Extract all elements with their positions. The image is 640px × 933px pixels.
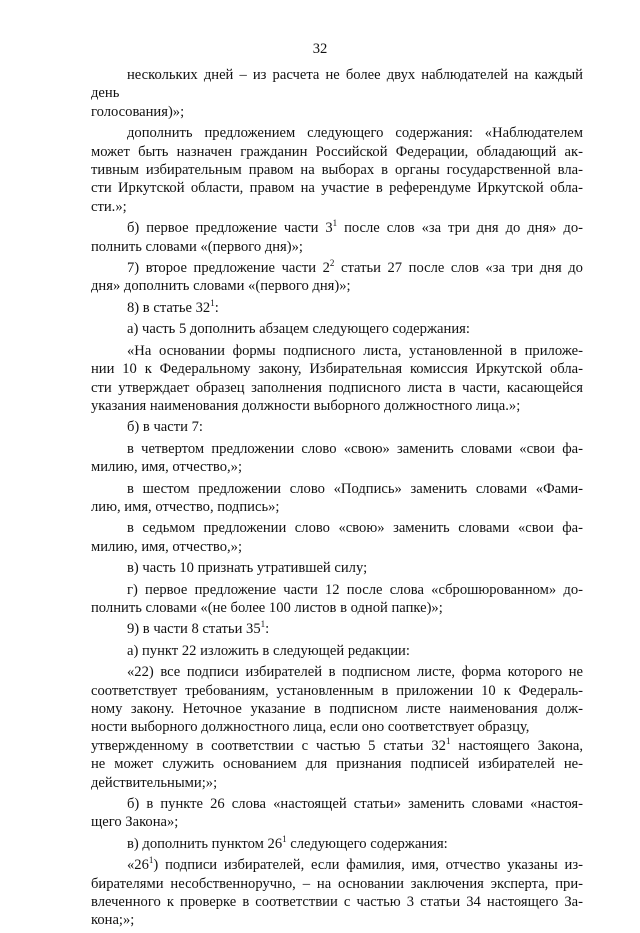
paragraph	[91, 440, 583, 477]
superscript-number: 2	[329, 258, 335, 269]
paragraph	[91, 581, 583, 618]
text-line: дополнить предложением следующего содержания: «Наблюдателем	[127, 125, 583, 142]
line-text: 9) в части 8 статьи 35	[127, 621, 261, 638]
paragraph	[91, 737, 583, 755]
text-line: г) первое предложение части 12 после слова «сброшюрованном» до-	[127, 581, 583, 598]
text-line: милию, имя, отчество,»;	[91, 459, 242, 476]
paragraph	[91, 480, 583, 517]
text-line: а) пункт 22 изложить в следующей редакции:	[127, 642, 410, 659]
text-line: б) в пункте 26 слова «настоящей статьи» заменить словами «настоя-	[127, 796, 583, 813]
text-line: сти утверждает образец заполнения подписного листа в части, касающейся	[91, 379, 583, 396]
text-line: влеченного к проверке в соответствии с частью 3 статьи 34 настоящего За-	[91, 894, 583, 911]
line-text: ) подписи избирателей, если фамилия, имя, отчество указаны из-	[153, 857, 583, 874]
superscript-number: 1	[148, 855, 154, 866]
line-text: в) дополнить пунктом 26	[127, 835, 283, 852]
paragraph	[91, 856, 583, 874]
text-line	[91, 620, 583, 638]
paragraph	[91, 124, 583, 216]
paragraph	[91, 663, 583, 737]
text-line: сти.»;	[91, 198, 127, 215]
line-text: настоящего Закона,	[450, 737, 584, 754]
text-line: полнить словами «(первого дня)»;	[91, 238, 303, 255]
text-line: действительными;»;	[91, 774, 218, 791]
text-line: а) часть 5 дополнить абзацем следующего содержания:	[127, 321, 470, 338]
text-line: нии 10 к Федеральному закону, Избирательная комиссия Иркутской обла-	[91, 361, 583, 378]
line-text: «26	[127, 857, 149, 874]
paragraph	[91, 320, 583, 338]
paragraph	[91, 620, 583, 638]
paragraph	[91, 342, 583, 416]
text-line	[91, 299, 583, 317]
text-line	[91, 219, 583, 237]
line-text: статьи 27 после слов «за три дня до	[334, 260, 583, 277]
text-line: тивным избирательным правом на выборах в органы государственной вла-	[91, 162, 583, 179]
text-line: дня» дополнить словами «(первого дня)»;	[91, 278, 351, 295]
text-line	[91, 835, 583, 853]
paragraph	[91, 642, 583, 660]
paragraph	[91, 875, 583, 930]
text-line: сти Иркутской области, правом на участие в референдуме Иркутской обла-	[91, 180, 583, 197]
text-line: в шестом предложении слово «Подпись» заменить словами «Фами-	[127, 480, 583, 497]
paragraph	[91, 299, 583, 317]
text-line: «На основании формы подписного листа, установленной в приложе-	[127, 342, 583, 359]
paragraph	[91, 66, 583, 121]
line-text: 8) в статье 32	[127, 299, 211, 316]
text-line: в четвертом предложении слово «свою» заменить словами «свои фа-	[127, 440, 583, 457]
text-line: лию, имя, отчество, подпись»;	[91, 498, 280, 515]
paragraph	[91, 418, 583, 436]
text-line: голосования)»;	[91, 103, 185, 120]
text-line: не может служить основанием для признания подписей избирателей не-	[91, 756, 583, 773]
paragraph	[91, 219, 583, 256]
line-text: после слов «за три дня до дня» до-	[337, 220, 583, 237]
line-text: :	[214, 299, 219, 316]
text-line: ности выборного должностного лица, если оно соответствует образцу,	[91, 719, 530, 736]
line-text: 7) второе предложение части 2	[127, 260, 330, 277]
line-text: :	[265, 621, 270, 638]
superscript-number: 1	[260, 619, 266, 630]
text-line: «22) все подписи избирателей в подписном листе, форма которого не	[127, 664, 583, 681]
paragraph	[91, 755, 583, 792]
text-line: в) часть 10 признать утратившей силу;	[127, 560, 368, 577]
superscript-number: 1	[210, 297, 215, 308]
text-line	[91, 259, 583, 277]
text-line	[91, 856, 583, 874]
text-line: бирателями несобственноручно, – на основании заключения эксперта, при-	[91, 875, 583, 892]
superscript-number: 1	[282, 833, 287, 844]
text-line: кона;»;	[91, 912, 135, 929]
line-text: утвержденному в соответствии с частью 5 статьи 32	[91, 737, 446, 754]
page-number: 32	[312, 41, 328, 57]
paragraph	[91, 559, 583, 577]
line-text: следующего содержания:	[286, 835, 448, 852]
paragraph	[91, 835, 583, 853]
text-line: полнить словами «(не более 100 листов в одной папке)»;	[91, 599, 443, 616]
text-line	[91, 737, 583, 755]
text-line: в седьмом предложении слово «свою» заменить словами «свои фа-	[127, 520, 583, 537]
text-line: ному закону. Неточное указание в подписном листе наименования долж-	[91, 701, 583, 717]
document-body	[91, 66, 583, 933]
superscript-number: 1	[445, 735, 451, 746]
text-line: указания наименования должности выборного должностного лица.»;	[91, 397, 521, 414]
paragraph	[91, 259, 583, 296]
text-line: может быть назначен гражданин Российской Федерации, обладающий ак-	[91, 143, 583, 160]
paragraph	[91, 519, 583, 556]
text-line: соответствует требованиям, установленным в приложении 10 к Федераль-	[91, 682, 583, 699]
text-line: милию, имя, отчество,»;	[91, 538, 242, 555]
text-line: б) в части 7:	[127, 419, 203, 436]
text-line: щего Закона»;	[91, 814, 179, 831]
text-line: нескольких дней – из расчета не более двух наблюдателей на каждый день	[91, 67, 583, 102]
paragraph	[91, 795, 583, 832]
superscript-number: 1	[332, 218, 338, 229]
line-text: б) первое предложение части 3	[127, 220, 333, 237]
